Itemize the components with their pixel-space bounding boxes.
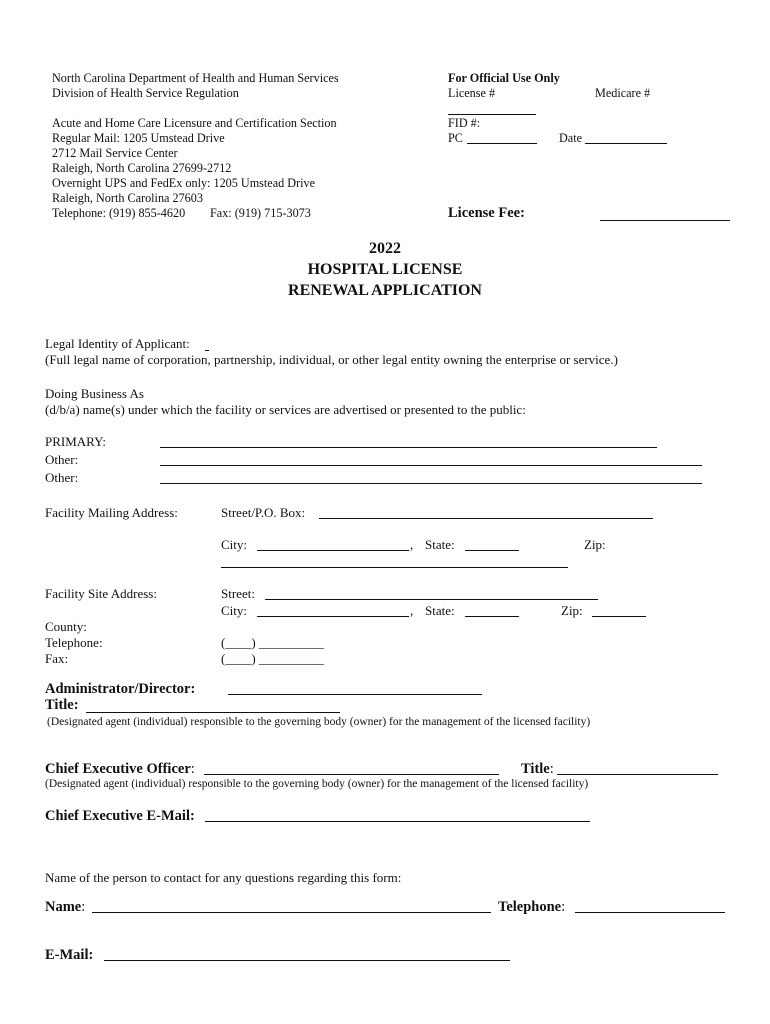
ceo-title-row: Title: — [521, 761, 554, 777]
contact-name-row: Name: — [45, 899, 86, 915]
mailing-zip-field[interactable] — [221, 567, 568, 568]
comma: , — [410, 603, 414, 618]
dba-note: (d/b/a) name(s) under which the facility or services are advertised or presented to the public: — [45, 402, 526, 417]
site-street-field[interactable] — [265, 599, 598, 600]
license-fee-field[interactable] — [600, 220, 730, 221]
license-number-field[interactable] — [448, 114, 536, 115]
ceo-email-label: Chief Executive E-Mail: — [45, 808, 195, 824]
site-zip-label: Zip: — [561, 603, 583, 618]
date-field[interactable] — [585, 143, 667, 144]
date-label: Date — [559, 131, 583, 145]
contact-intro: Name of the person to contact for any questions regarding this form: — [45, 870, 402, 885]
contact-email-label: E-Mail: — [45, 947, 94, 963]
mailing-city-label: City: — [221, 537, 248, 552]
agency-division: Division of Health Service Regulation — [52, 86, 239, 100]
site-zip-field[interactable] — [592, 616, 646, 617]
agency-overnight: Overnight UPS and FedEx only: 1205 Umstead Drive — [52, 176, 316, 190]
official-use-heading: For Official Use Only — [448, 71, 560, 85]
telephone-field[interactable]: (____) __________ — [221, 635, 324, 650]
license-number-label: License # — [448, 86, 496, 100]
other2-dba-field[interactable] — [160, 483, 702, 484]
agency-section: Acute and Home Care Licensure and Certification Section — [52, 116, 337, 130]
ceo-note: (Designated agent (individual) responsible to the governing body (owner) for the management of the licensed facility) — [45, 778, 589, 790]
fax-label: Fax: — [45, 651, 69, 666]
administrator-field[interactable] — [228, 694, 482, 695]
primary-label: PRIMARY: — [45, 434, 106, 449]
agency-overnight-city: Raleigh, North Carolina 27603 — [52, 191, 203, 205]
agency-mail-center: 2712 Mail Service Center — [52, 146, 178, 160]
mailing-city-field[interactable] — [257, 550, 409, 551]
mailing-zip-label: Zip: — [584, 537, 606, 552]
medicare-number-label: Medicare # — [595, 86, 651, 100]
administrator-title-label: Title: — [45, 697, 79, 713]
mailing-street-label: Street/P.O. Box: — [221, 505, 306, 520]
ceo-title-label: Title — [521, 761, 550, 777]
other2-label: Other: — [45, 470, 79, 485]
ceo-name-field[interactable] — [204, 774, 499, 775]
agency-fax: Fax: (919) 715-3073 — [210, 206, 311, 220]
license-fee-label: License Fee: — [448, 205, 525, 221]
agency-city-zip: Raleigh, North Carolina 27699-2712 — [52, 161, 232, 175]
contact-telephone-field[interactable] — [575, 912, 725, 913]
administrator-title-field[interactable] — [86, 712, 340, 713]
contact-name-label: Name — [45, 899, 82, 915]
site-state-label: State: — [425, 603, 455, 618]
site-city-field[interactable] — [257, 616, 409, 617]
fid-label: FID #: — [448, 116, 481, 130]
pc-label: PC — [448, 131, 463, 145]
site-street-label: Street: — [221, 586, 255, 601]
ceo-title-field[interactable] — [557, 774, 718, 775]
legal-identity-field[interactable] — [205, 350, 209, 351]
pc-field[interactable] — [467, 143, 537, 144]
administrator-label: Administrator/Director: — [45, 681, 196, 697]
dba-label: Doing Business As — [45, 386, 144, 401]
other1-label: Other: — [45, 452, 79, 467]
fax-field[interactable]: (____) __________ — [221, 651, 324, 666]
form-title-line1: HOSPITAL LICENSE — [307, 261, 463, 278]
county-label: County: — [45, 619, 87, 634]
ceo-row: Chief Executive Officer: — [45, 761, 195, 777]
agency-dept: North Carolina Department of Health and Human Services — [52, 71, 339, 85]
contact-telephone-label: Telephone — [498, 899, 562, 915]
legal-identity-label: Legal Identity of Applicant: — [45, 336, 190, 351]
mailing-state-label: State: — [425, 537, 455, 552]
mailing-state-field[interactable] — [465, 550, 519, 551]
comma: , — [410, 537, 414, 552]
mailing-address-label: Facility Mailing Address: — [45, 505, 178, 520]
agency-telephone: Telephone: (919) 855-4620 — [52, 206, 186, 220]
agency-regular-mail: Regular Mail: 1205 Umstead Drive — [52, 131, 225, 145]
contact-telephone-row: Telephone: — [498, 899, 566, 915]
site-state-field[interactable] — [465, 616, 519, 617]
ceo-label: Chief Executive Officer — [45, 761, 191, 777]
form-title-line2: RENEWAL APPLICATION — [288, 282, 482, 299]
mailing-street-field[interactable] — [319, 518, 653, 519]
primary-dba-field[interactable] — [160, 447, 657, 448]
contact-email-field[interactable] — [104, 960, 510, 961]
legal-identity-note: (Full legal name of corporation, partnership, individual, or other legal entity owning the enterprise or service.) — [45, 352, 618, 367]
ceo-email-field[interactable] — [205, 821, 590, 822]
administrator-note: (Designated agent (individual) responsible to the governing body (owner) for the management of the licensed facility) — [47, 716, 591, 728]
site-address-label: Facility Site Address: — [45, 586, 157, 601]
form-year: 2022 — [369, 240, 401, 257]
contact-name-field[interactable] — [92, 912, 491, 913]
site-city-label: City: — [221, 603, 248, 618]
telephone-label: Telephone: — [45, 635, 103, 650]
other1-dba-field[interactable] — [160, 465, 702, 466]
